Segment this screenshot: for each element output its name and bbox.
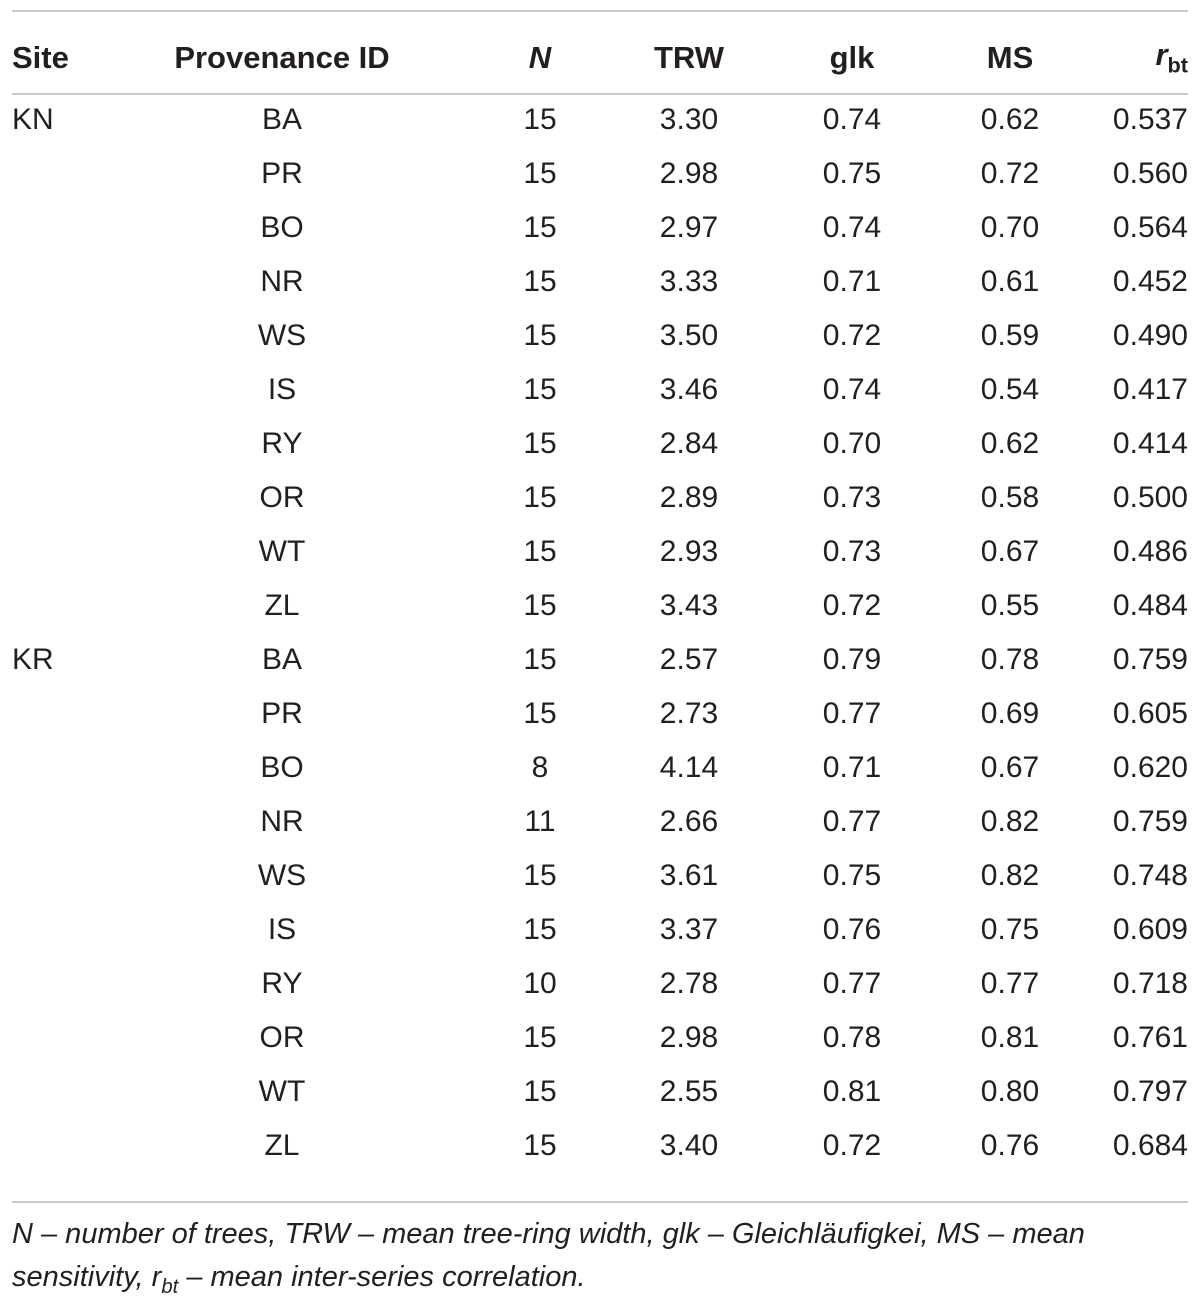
cell-n: 15 bbox=[523, 157, 557, 190]
cell-site bbox=[12, 741, 72, 795]
cell-n: 15 bbox=[523, 1129, 557, 1162]
cell-site bbox=[12, 1065, 72, 1119]
cell-glk: 0.74 bbox=[822, 103, 882, 136]
cell-rbt: 0.486 bbox=[1112, 535, 1188, 568]
cell-site bbox=[12, 471, 72, 525]
table-row bbox=[12, 579, 1188, 633]
cell-ms: 0.72 bbox=[980, 157, 1040, 190]
cell-rbt: 0.564 bbox=[1112, 211, 1188, 244]
cell-n: 15 bbox=[523, 481, 557, 514]
cell-site bbox=[12, 363, 72, 417]
cell-provenance: RY bbox=[261, 427, 303, 460]
cell-n: 15 bbox=[523, 697, 557, 730]
col-header-glk: glk bbox=[829, 40, 875, 75]
cell-n: 15 bbox=[523, 427, 557, 460]
cell-site bbox=[12, 687, 72, 741]
cell-provenance: NR bbox=[260, 265, 304, 298]
table-row bbox=[12, 417, 1188, 471]
cell-site bbox=[12, 525, 72, 579]
cell-site bbox=[12, 309, 72, 363]
cell-glk: 0.73 bbox=[822, 481, 882, 514]
cell-glk: 0.74 bbox=[822, 211, 882, 244]
cell-n: 15 bbox=[523, 1075, 557, 1108]
cell-provenance: NR bbox=[260, 805, 304, 838]
table-row bbox=[12, 687, 1188, 741]
cell-n: 10 bbox=[523, 967, 557, 1000]
cell-n: 15 bbox=[523, 589, 557, 622]
cell-rbt: 0.748 bbox=[1112, 859, 1188, 892]
cell-glk: 0.73 bbox=[822, 535, 882, 568]
cell-ms: 0.61 bbox=[980, 265, 1040, 298]
cell-rbt: 0.761 bbox=[1112, 1021, 1188, 1054]
cell-trw: 4.14 bbox=[659, 751, 719, 784]
cell-site bbox=[12, 1119, 72, 1173]
cell-site bbox=[12, 417, 72, 471]
cell-n: 11 bbox=[524, 805, 556, 838]
cell-ms: 0.67 bbox=[980, 535, 1040, 568]
col-header-rbt bbox=[1106, 23, 1188, 93]
footnote-text: N – number of trees, TRW – mean tree-ring width, glk – Gleichläufigkei, MS – mean sensitivity, bbox=[12, 1218, 1085, 1293]
cell-trw: 2.66 bbox=[659, 805, 719, 838]
footnote-text-end: – mean inter-series correlation. bbox=[178, 1261, 586, 1293]
table-row bbox=[12, 849, 1188, 903]
cell-ms: 0.81 bbox=[980, 1021, 1040, 1054]
cell-provenance: ZL bbox=[264, 1129, 300, 1162]
table-row bbox=[12, 795, 1188, 849]
cell-ms: 0.69 bbox=[980, 697, 1040, 730]
cell-ms: 0.82 bbox=[980, 859, 1040, 892]
cell-glk: 0.74 bbox=[822, 373, 882, 406]
cell-trw: 3.61 bbox=[659, 859, 719, 892]
cell-ms: 0.67 bbox=[980, 751, 1040, 784]
provenance-statistics-table bbox=[12, 23, 1188, 1173]
col-header-ms: MS bbox=[986, 40, 1034, 75]
table-row bbox=[12, 363, 1188, 417]
cell-glk: 0.77 bbox=[822, 967, 882, 1000]
col-header-provenance: Provenance ID bbox=[174, 40, 390, 75]
cell-ms: 0.80 bbox=[980, 1075, 1040, 1108]
cell-site: KR bbox=[12, 643, 54, 676]
table-row bbox=[12, 633, 1188, 687]
cell-site bbox=[12, 795, 72, 849]
cell-ms: 0.70 bbox=[980, 211, 1040, 244]
cell-provenance: IS bbox=[267, 913, 297, 946]
cell-n: 15 bbox=[523, 211, 557, 244]
top-rule bbox=[12, 10, 1188, 12]
cell-provenance: OR bbox=[259, 481, 305, 514]
footnote-r-symbol: r bbox=[151, 1261, 162, 1293]
cell-ms: 0.62 bbox=[980, 427, 1040, 460]
cell-trw: 2.84 bbox=[659, 427, 719, 460]
col-header-n: N bbox=[528, 40, 552, 75]
cell-trw: 2.73 bbox=[659, 697, 719, 730]
cell-provenance: RY bbox=[261, 967, 303, 1000]
cell-trw: 3.30 bbox=[659, 103, 719, 136]
table-row bbox=[12, 1065, 1188, 1119]
cell-trw: 2.98 bbox=[659, 157, 719, 190]
cell-n: 15 bbox=[523, 103, 557, 136]
cell-trw: 2.78 bbox=[659, 967, 719, 1000]
cell-trw: 2.55 bbox=[659, 1075, 719, 1108]
table-body bbox=[12, 93, 1188, 1173]
cell-provenance: WT bbox=[258, 1075, 306, 1108]
cell-site bbox=[12, 903, 72, 957]
table-row bbox=[12, 471, 1188, 525]
cell-glk: 0.71 bbox=[822, 265, 882, 298]
cell-glk: 0.70 bbox=[822, 427, 882, 460]
cell-site bbox=[12, 849, 72, 903]
cell-n: 15 bbox=[523, 859, 557, 892]
cell-n: 8 bbox=[531, 751, 549, 784]
cell-n: 15 bbox=[523, 913, 557, 946]
cell-glk: 0.76 bbox=[822, 913, 882, 946]
cell-ms: 0.62 bbox=[980, 103, 1040, 136]
cell-glk: 0.71 bbox=[822, 751, 882, 784]
cell-provenance: PR bbox=[261, 697, 303, 730]
cell-trw: 2.98 bbox=[659, 1021, 719, 1054]
cell-ms: 0.78 bbox=[980, 643, 1040, 676]
table-row bbox=[12, 957, 1188, 1011]
cell-glk: 0.72 bbox=[822, 1129, 882, 1162]
cell-trw: 3.43 bbox=[659, 589, 719, 622]
cell-trw: 3.46 bbox=[659, 373, 719, 406]
cell-trw: 2.89 bbox=[659, 481, 719, 514]
cell-glk: 0.81 bbox=[822, 1075, 882, 1108]
cell-rbt: 0.417 bbox=[1112, 373, 1188, 406]
cell-site bbox=[12, 147, 72, 201]
cell-trw: 2.57 bbox=[659, 643, 719, 676]
cell-glk: 0.75 bbox=[822, 157, 882, 190]
cell-rbt: 0.759 bbox=[1112, 643, 1188, 676]
cell-trw: 3.40 bbox=[659, 1129, 719, 1162]
table-row bbox=[12, 147, 1188, 201]
cell-site bbox=[12, 201, 72, 255]
cell-glk: 0.72 bbox=[822, 319, 882, 352]
cell-rbt: 0.797 bbox=[1112, 1075, 1188, 1108]
table-footnote bbox=[12, 1213, 1192, 1309]
cell-n: 15 bbox=[523, 535, 557, 568]
cell-trw: 2.93 bbox=[659, 535, 719, 568]
cell-glk: 0.75 bbox=[822, 859, 882, 892]
cell-ms: 0.82 bbox=[980, 805, 1040, 838]
cell-rbt: 0.500 bbox=[1112, 481, 1188, 514]
col-header-trw: TRW bbox=[653, 40, 725, 75]
rbt-subscript: bt bbox=[1167, 52, 1188, 78]
cell-provenance: IS bbox=[267, 373, 297, 406]
cell-ms: 0.75 bbox=[980, 913, 1040, 946]
cell-rbt: 0.537 bbox=[1112, 103, 1188, 136]
cell-provenance: WT bbox=[258, 535, 306, 568]
cell-n: 15 bbox=[523, 319, 557, 352]
cell-rbt: 0.490 bbox=[1112, 319, 1188, 352]
cell-provenance: PR bbox=[261, 157, 303, 190]
cell-ms: 0.55 bbox=[980, 589, 1040, 622]
rbt-symbol: r bbox=[1155, 37, 1168, 73]
cell-glk: 0.79 bbox=[822, 643, 882, 676]
cell-rbt: 0.484 bbox=[1112, 589, 1188, 622]
table-row bbox=[12, 201, 1188, 255]
cell-site bbox=[12, 1011, 72, 1065]
cell-provenance: BA bbox=[261, 103, 303, 136]
header-row bbox=[12, 23, 1188, 93]
cell-rbt: 0.560 bbox=[1112, 157, 1188, 190]
cell-trw: 3.50 bbox=[659, 319, 719, 352]
table-row bbox=[12, 93, 1188, 147]
table-row bbox=[12, 1119, 1188, 1173]
cell-n: 15 bbox=[523, 373, 557, 406]
cell-trw: 3.33 bbox=[659, 265, 719, 298]
table-row bbox=[12, 903, 1188, 957]
footnote-r-subscript: bt bbox=[161, 1276, 179, 1299]
cell-rbt: 0.718 bbox=[1112, 967, 1188, 1000]
cell-provenance: OR bbox=[259, 1021, 305, 1054]
table-row bbox=[12, 255, 1188, 309]
cell-rbt: 0.684 bbox=[1112, 1129, 1188, 1162]
cell-trw: 3.37 bbox=[659, 913, 719, 946]
cell-provenance: BO bbox=[260, 211, 304, 244]
table-row bbox=[12, 309, 1188, 363]
cell-provenance: BO bbox=[260, 751, 304, 784]
cell-rbt: 0.609 bbox=[1112, 913, 1188, 946]
col-header-site: Site bbox=[12, 40, 69, 75]
cell-ms: 0.58 bbox=[980, 481, 1040, 514]
table-row bbox=[12, 525, 1188, 579]
cell-site: KN bbox=[12, 103, 54, 136]
cell-provenance: ZL bbox=[264, 589, 300, 622]
cell-n: 15 bbox=[523, 265, 557, 298]
cell-provenance: WS bbox=[257, 319, 307, 352]
cell-glk: 0.77 bbox=[822, 805, 882, 838]
cell-glk: 0.78 bbox=[822, 1021, 882, 1054]
cell-ms: 0.77 bbox=[980, 967, 1040, 1000]
cell-provenance: BA bbox=[261, 643, 303, 676]
cell-site bbox=[12, 579, 72, 633]
cell-glk: 0.72 bbox=[822, 589, 882, 622]
cell-ms: 0.54 bbox=[980, 373, 1040, 406]
table-row bbox=[12, 741, 1188, 795]
cell-trw: 2.97 bbox=[659, 211, 719, 244]
cell-rbt: 0.620 bbox=[1112, 751, 1188, 784]
bottom-rule bbox=[12, 1201, 1188, 1203]
cell-n: 15 bbox=[523, 643, 557, 676]
cell-ms: 0.59 bbox=[980, 319, 1040, 352]
cell-rbt: 0.452 bbox=[1112, 265, 1188, 298]
cell-n: 15 bbox=[523, 1021, 557, 1054]
cell-glk: 0.77 bbox=[822, 697, 882, 730]
cell-rbt: 0.759 bbox=[1112, 805, 1188, 838]
cell-site bbox=[12, 957, 72, 1011]
cell-rbt: 0.414 bbox=[1112, 427, 1188, 460]
cell-rbt: 0.605 bbox=[1112, 697, 1188, 730]
table-row bbox=[12, 1011, 1188, 1065]
cell-ms: 0.76 bbox=[980, 1129, 1040, 1162]
cell-site bbox=[12, 255, 72, 309]
cell-provenance: WS bbox=[257, 859, 307, 892]
